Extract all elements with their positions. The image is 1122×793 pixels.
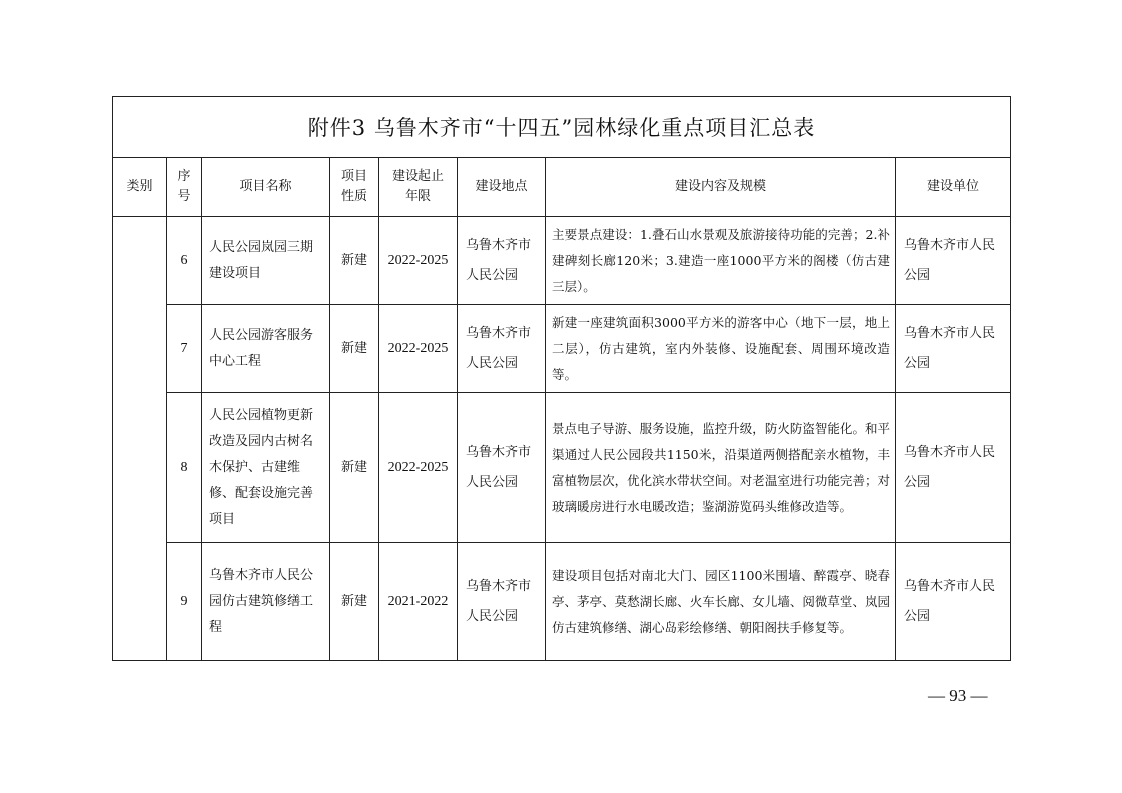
row-content: 主要景点建设：1.叠石山水景观及旅游接待功能的完善；2.补建碑刻长廊120米；3.建造一座1000平方米的阁楼（仿古建三层）。 [546, 217, 896, 305]
projects-table [112, 96, 1011, 661]
table-row [113, 305, 1011, 393]
row-content: 新建一座建筑面积3000平方米的游客中心（地下一层，地上二层），仿古建筑，室内外装修、设施配套、周围环境改造等。 [546, 305, 896, 393]
row-project-name: 乌鲁木齐市人民公园仿古建筑修缮工程 [202, 543, 330, 661]
row-seq: 7 [167, 305, 202, 393]
row-location: 乌鲁木齐市人民公园 [458, 217, 546, 305]
row-unit: 乌鲁木齐市人民公园 [896, 217, 1011, 305]
header-unit: 建设单位 [896, 158, 1011, 217]
header-category: 类别 [113, 158, 167, 217]
row-nature: 新建 [330, 393, 379, 543]
row-period: 2022-2025 [379, 305, 458, 393]
row-period: 2022-2025 [379, 217, 458, 305]
row-project-name: 人民公园游客服务中心工程 [202, 305, 330, 393]
table-row [113, 543, 1011, 661]
header-content: 建设内容及规模 [546, 158, 896, 217]
header-nature: 项目性质 [330, 158, 379, 217]
row-unit: 乌鲁木齐市人民公园 [896, 305, 1011, 393]
row-content: 景点电子导游、服务设施，监控升级，防火防盗智能化。和平渠通过人民公园段共1150米，沿渠道两侧搭配亲水植物，丰富植物层次，优化滨水带状空间。对老温室进行功能完善；对玻璃暖房进行水电暖改造；鉴湖游览码头维修改造等。 [546, 393, 896, 543]
row-unit: 乌鲁木齐市人民公园 [896, 543, 1011, 661]
row-location: 乌鲁木齐市人民公园 [458, 305, 546, 393]
category-cell [113, 217, 167, 661]
row-unit: 乌鲁木齐市人民公园 [896, 393, 1011, 543]
row-nature: 新建 [330, 543, 379, 661]
table-title: 附件3 乌鲁木齐市“十四五”园林绿化重点项目汇总表 [113, 97, 1011, 158]
row-project-name: 人民公园岚园三期建设项目 [202, 217, 330, 305]
row-seq: 8 [167, 393, 202, 543]
row-nature: 新建 [330, 305, 379, 393]
row-period: 2021-2022 [379, 543, 458, 661]
header-period: 建设起止年限 [379, 158, 458, 217]
header-seq: 序号 [167, 158, 202, 217]
row-seq: 6 [167, 217, 202, 305]
row-period: 2022-2025 [379, 393, 458, 543]
row-location: 乌鲁木齐市人民公园 [458, 393, 546, 543]
table-row [113, 393, 1011, 543]
row-nature: 新建 [330, 217, 379, 305]
header-row [113, 158, 1011, 217]
header-name: 项目名称 [202, 158, 330, 217]
row-project-name: 人民公园植物更新改造及园内古树名木保护、古建维修、配套设施完善项目 [202, 393, 330, 543]
row-content: 建设项目包括对南北大门、园区1100米围墙、醉霞亭、晓春亭、茅亭、莫愁湖长廊、火车长廊、女儿墙、阅微草堂、岚园仿古建筑修缮、湖心岛彩绘修缮、朝阳阁扶手修复等。 [546, 543, 896, 661]
table-row [113, 217, 1011, 305]
row-location: 乌鲁木齐市人民公园 [458, 543, 546, 661]
row-seq: 9 [167, 543, 202, 661]
header-location: 建设地点 [458, 158, 546, 217]
page-number: — 93 — [928, 686, 988, 705]
